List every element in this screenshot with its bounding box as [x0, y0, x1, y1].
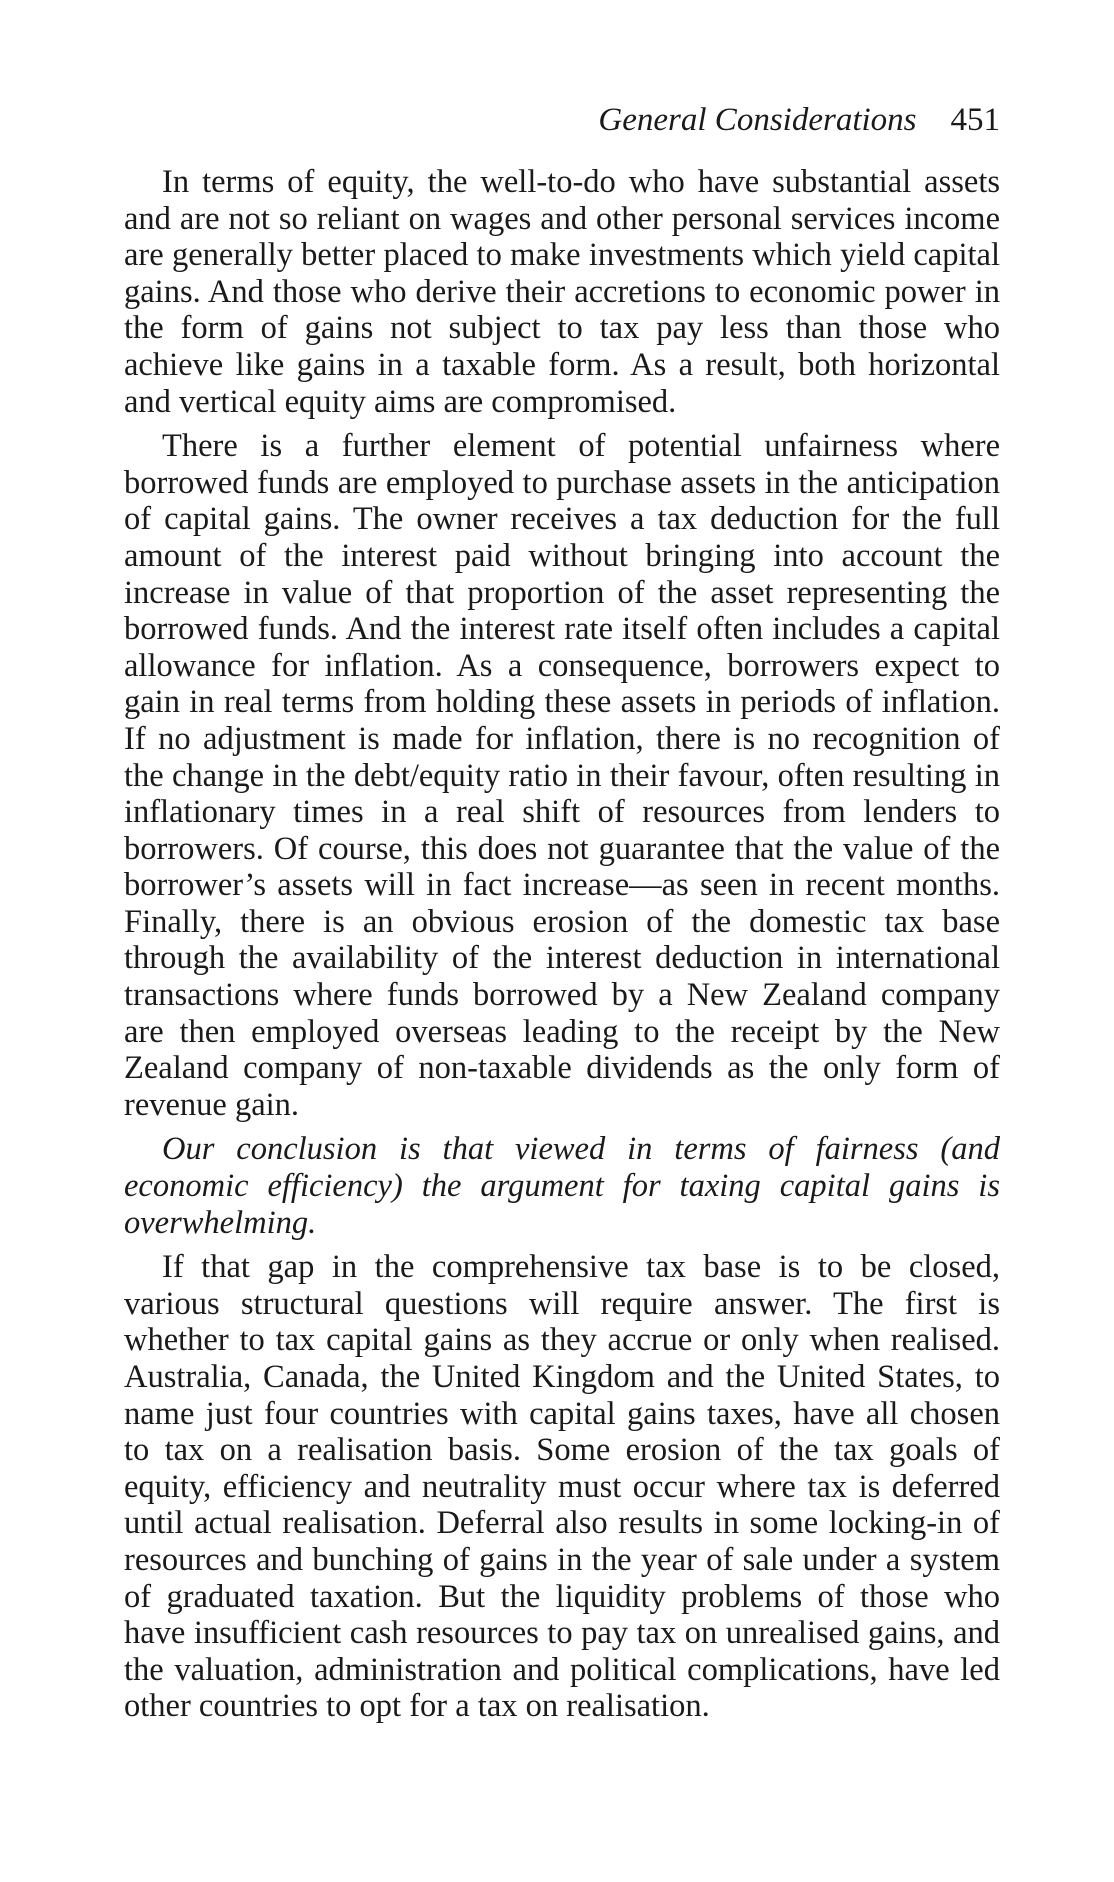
section-title: General Considerations [598, 102, 917, 138]
paragraph-conclusion: Our conclusion is that viewed in terms of fairness (and economic efficiency) the argument for taxing capital gains is overwhelming. [124, 1131, 1000, 1241]
running-header [124, 98, 1000, 142]
paragraph-structural-questions: If that gap in the comprehensive tax base is to be closed, various structural questions will require answer. The first is whether to tax capital gains as they accrue or only when realised. Australia, Canada, the United Kingdom and the United States, to name just four countries with capital gains taxes, have all chosen to tax on a realisation basis. Some erosion of the tax goals of equity, efficiency and neutrality must occur where tax is deferred until actual realisation. Deferral also results in some locking-in of resources and bunching of gains in the year of sale under a system of graduated taxation. But the liquidity problems of those who have insufficient cash resources to pay tax on unrealised gains, and the valuation, administration and political complications, have led other countries to opt for a tax on realisation. [124, 1249, 1000, 1725]
page-number: 451 [950, 102, 1000, 138]
book-page [124, 98, 1000, 1733]
body-text [124, 164, 1000, 1725]
paragraph-equity: In terms of equity, the well-to-do who have substantial assets and are not so reliant on wages and other personal services income are generally better placed to make investments which yield capital gains. And those who derive their accretions to economic power in the form of gains not subject to tax pay less than those who achieve like gains in a taxable form. As a result, both horizontal and vertical equity aims are compromised. [124, 164, 1000, 420]
paragraph-borrowed-funds: There is a further element of potential unfairness where borrowed funds are employed to purchase assets in the anticipation of capital gains. The owner receives a tax deduction for the full amount of the interest paid without bringing into account the increase in value of that proportion of the asset representing the borrowed funds. And the interest rate itself often includes a capital allowance for inflation. As a consequence, borrowers expect to gain in real terms from holding these assets in periods of inflation. If no adjustment is made for inflation, there is no recognition of the change in the debt/equity ratio in their favour, often resulting in inflationary times in a real shift of resources from lenders to borrowers. Of course, this does not guarantee that the value of the borrower’s assets will in fact increase—as seen in recent months. Finally, there is an obvious erosion of the domestic tax base through the availability of the interest deduction in international transactions where funds borrowed by a New Zealand company are then employed overseas leading to the receipt by the New Zealand company of non-taxable dividends as the only form of revenue gain. [124, 428, 1000, 1123]
